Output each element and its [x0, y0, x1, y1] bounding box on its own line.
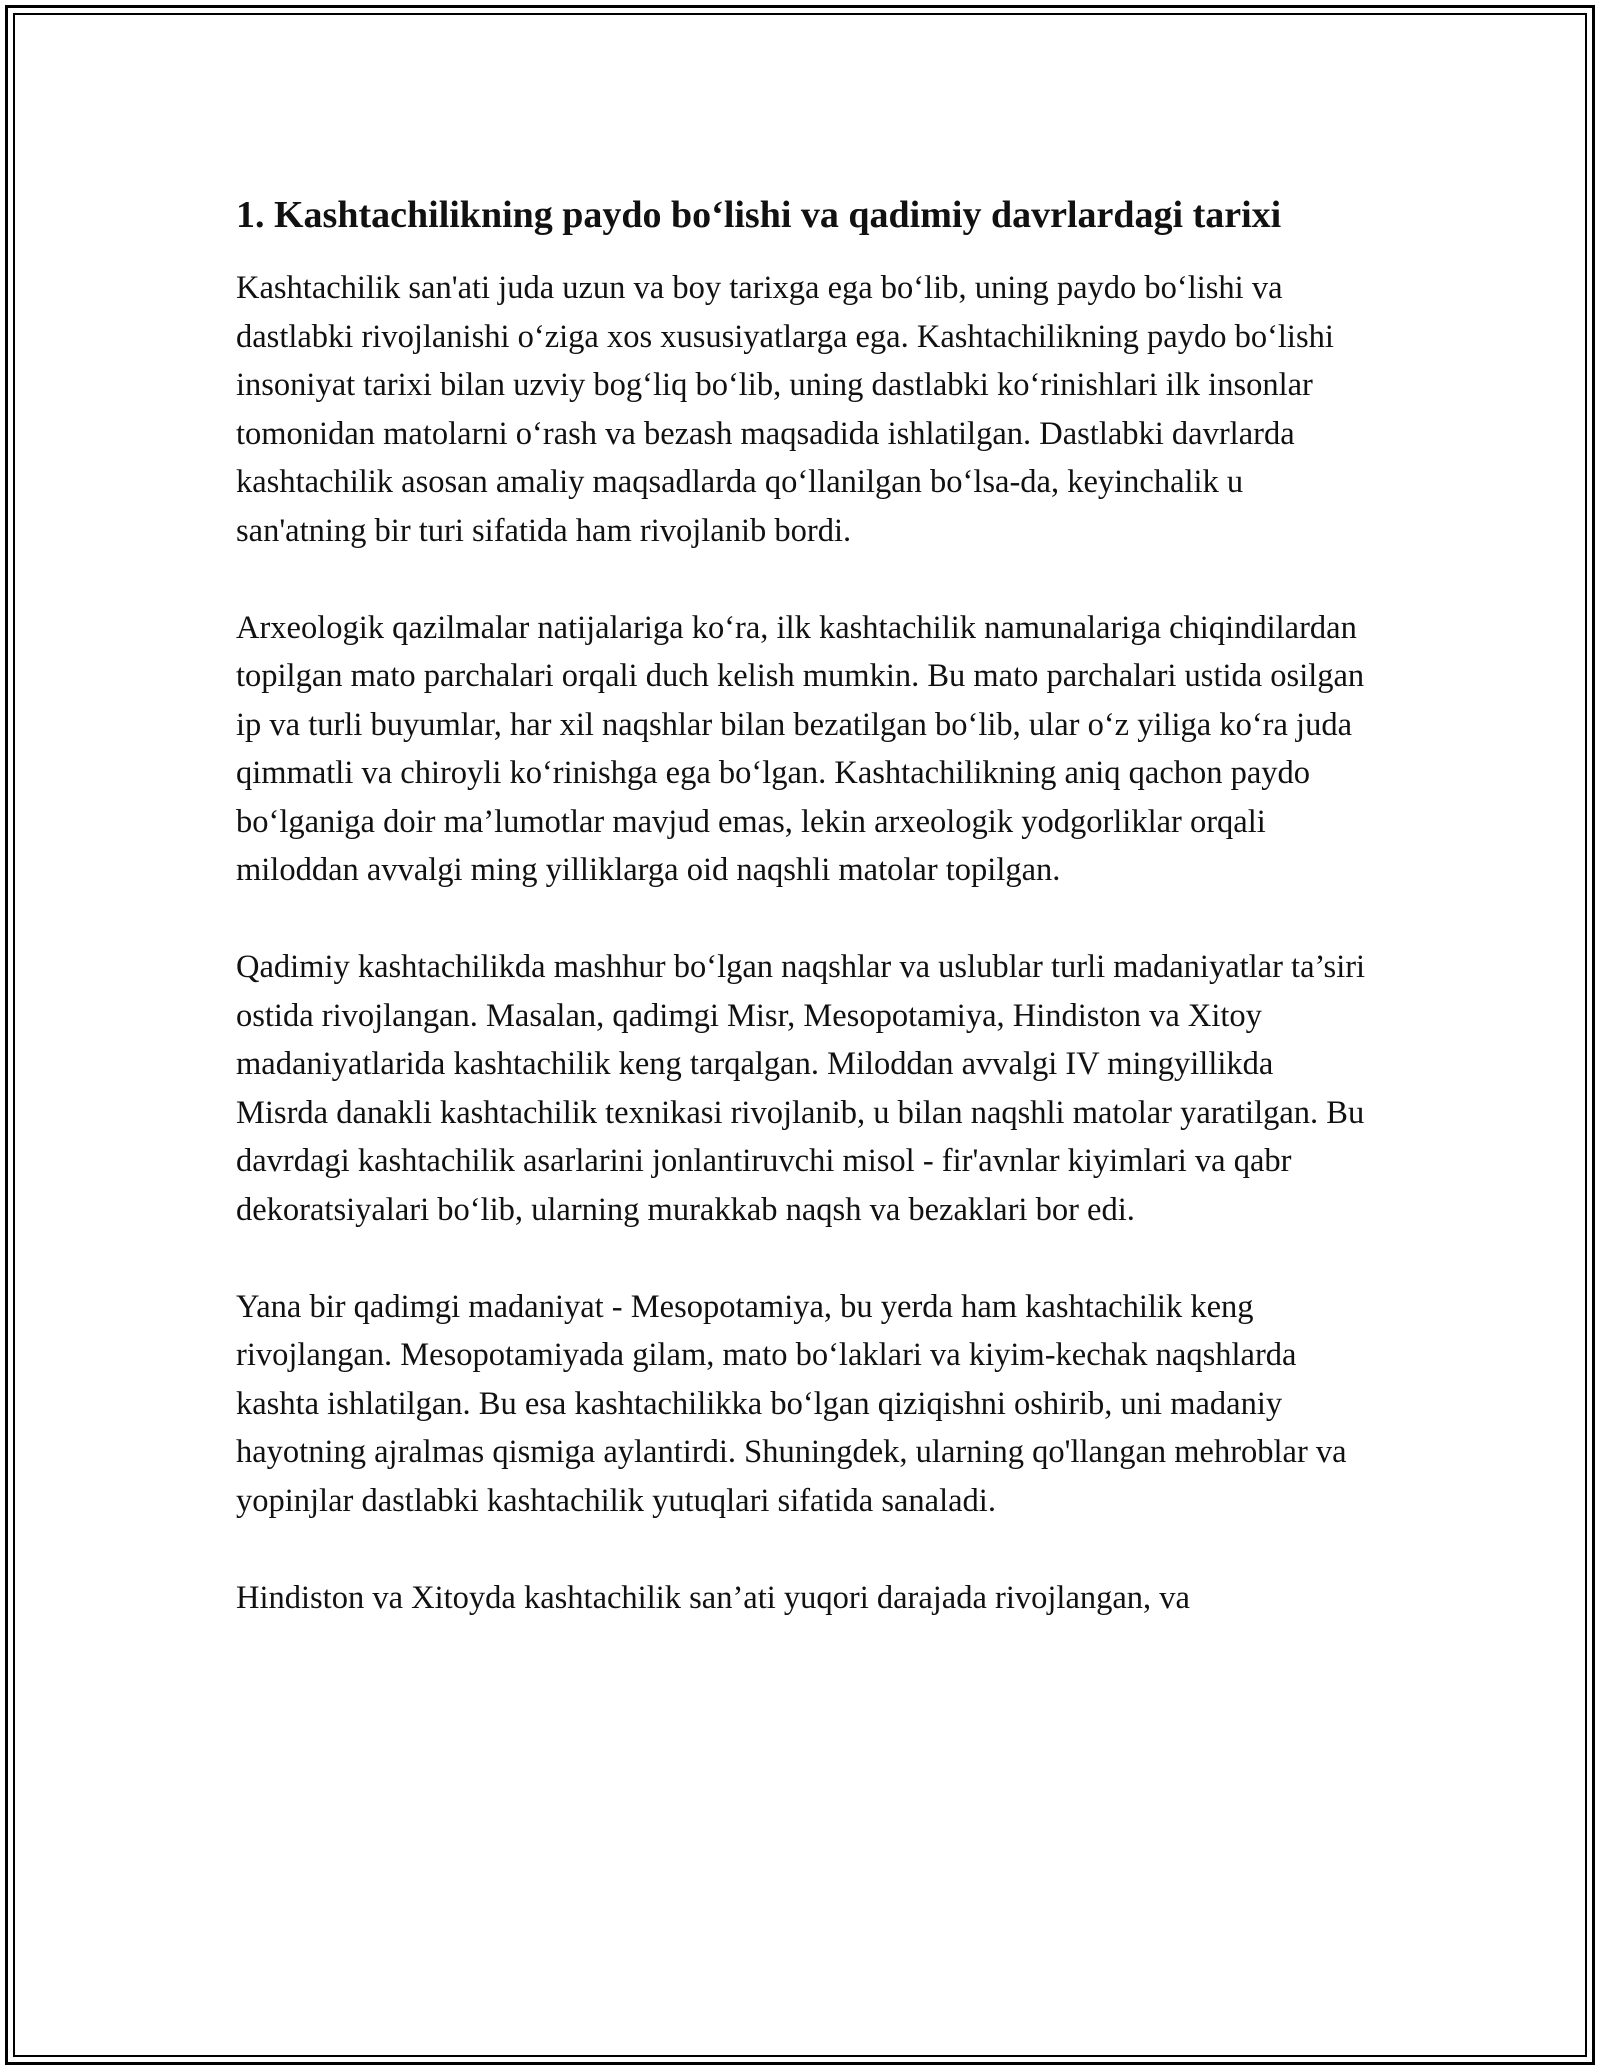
- paragraph-1: Kashtachilik san'ati juda uzun va boy tarixga ega bo‘lib, uning paydo bo‘lishi va dastlabki rivojlanishi o‘ziga xos xususiyatlarga ega. Kashtachilikning paydo bo‘lishi insoniyat tarixi bilan uzviy bog‘liq bo‘lib, uning dastlabki ko‘rinishlari ilk insonlar tomonidan matolarni o‘rash va bezash maqsadida ishlatilgan. Dastlabki davrlarda kashtachilik asosan amaliy maqsadlarda qo‘llanilgan bo‘lsa-da, keyinchalik u san'atning bir turi sifatida ham rivojlanib bordi.: [236, 270, 1334, 549]
- section-heading: 1. Kashtachilikning paydo bo‘lishi va qadimiy davrlardagi tarixi: [236, 194, 1282, 236]
- paragraph-4: Yana bir qadimgi madaniyat - Mesopotamiya, bu yerda ham kashtachilik keng rivojlangan. Mesopotamiyada gilam, mato bo‘laklari va kiyim-kechak naqshlarda kashta ishlatilgan. Bu esa kashtachilikka bo‘lgan qiziqishni oshirib, uni madaniy hayotning ajralmas qismiga aylantirdi. Shuningdek, ularning qo'llangan mehroblar va yopinjlar dastlabki kashtachilik yutuqlari sifatida sanaladi.: [236, 1288, 1347, 1519]
- document-body: [236, 188, 1366, 1671]
- paragraph-3: Qadimiy kashtachilikda mashhur bo‘lgan naqshlar va uslublar turli madaniyatlar ta’siri ostida rivojlangan. Masalan, qadimgi Misr, Mesopotamiya, Hindiston va Xitoy madaniyatlarida kashtachilik keng tarqalgan. Miloddan avvalgi IV mingyillikda Misrda danakli kashtachilik texnikasi rivojlanib, u bilan naqshli matolar yaratilgan. Bu davrdagi kashtachilik asarlarini jonlantiruvchi misol - fir'avnlar kiyimlari va qabr dekoratsiyalari bo‘lib, ularning murakkab naqsh va bezaklari bor edi.: [236, 949, 1366, 1228]
- paragraph-2: Arxeologik qazilmalar natijalariga ko‘ra, ilk kashtachilik namunalariga chiqindilardan topilgan mato parchalari orqali duch kelish mumkin. Bu mato parchalari ustida osilgan ip va turli buyumlar, har xil naqshlar bilan bezatilgan bo‘lib, ular o‘z yiliga ko‘ra juda qimmatli va chiroyli ko‘rinishga ega bo‘lgan. Kashtachilikning aniq qachon paydo bo‘lganiga doir ma’lumotlar mavjud emas, lekin arxeologik yodgorliklar orqali miloddan avvalgi ming yilliklarga oid naqshli matolar topilgan.: [236, 609, 1365, 888]
- paragraph-5: Hindiston va Xitoyda kashtachilik san’ati yuqori darajada rivojlangan, va: [236, 1579, 1190, 1616]
